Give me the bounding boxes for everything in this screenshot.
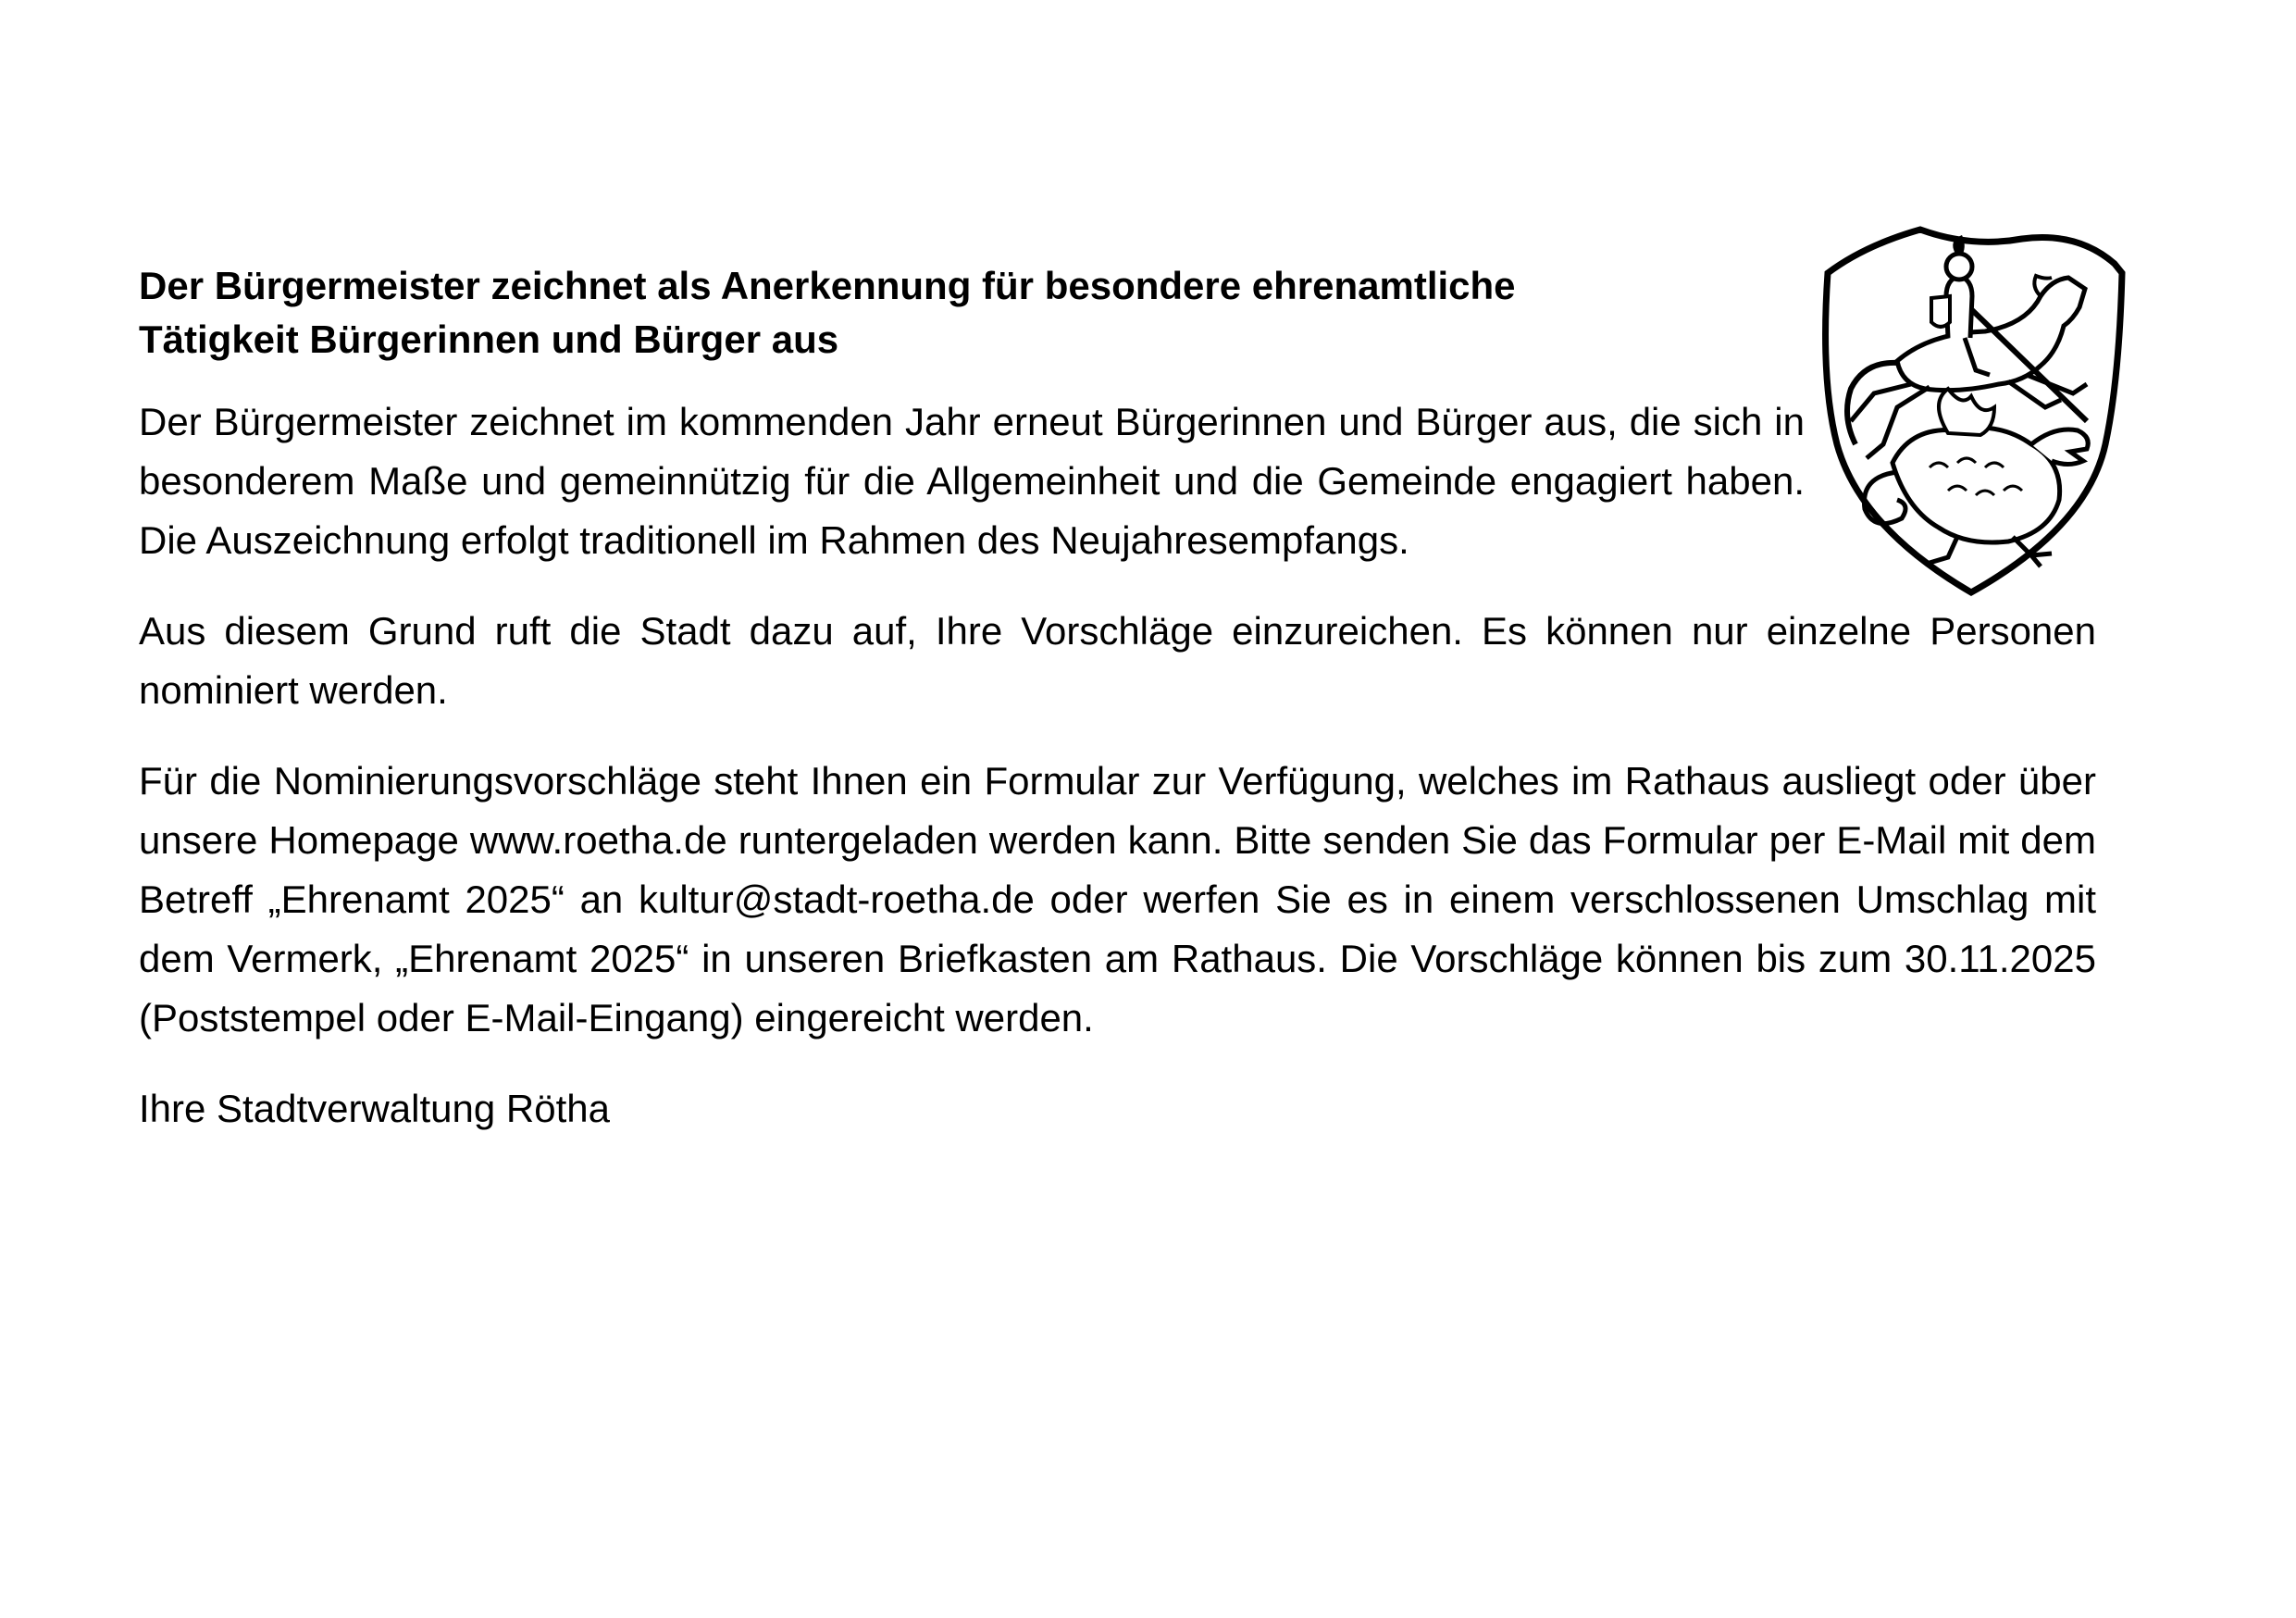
paragraph-submission-details: Für die Nominierungsvorschläge steht Ihnen ein Formular zur Verfügung, welches im Rathaus ausliegt oder über unsere Homepage www.roetha.de runtergeladen werden kann. Bitte senden Sie das Formular per E-Mail mit dem Betreff „Ehrenamt 2025“ an kultur@stadt-roetha.de oder werfen Sie es in einem verschlossenen Umschlag mit dem Vermerk, „Ehrenamt 2025“ in unseren Briefkasten am Rathaus. Die Vorschläge können bis zum 30.11.2025 (Poststempel oder E-Mail-Eingang) eingereicht werden.: [139, 759, 2096, 1039]
signature: Ihre Stadtverwaltung Rötha: [139, 1087, 610, 1130]
headline-line-1: Der Bürgermeister zeichnet als Anerkennung für besondere ehrenamtliche: [139, 264, 1516, 307]
announcement-headline: [139, 259, 1795, 367]
paragraph-call-for-nominations: Aus diesem Grund ruft die Stadt dazu auf, Ihre Vorschläge einzureichen. Es können nur einzelne Personen nominiert werden.: [139, 609, 2096, 712]
announcement: [139, 259, 2096, 1139]
paragraph-intro: Der Bürgermeister zeichnet im kommenden Jahr erneut Bürgerinnen und Bürger aus, die sich in besonderem Maße und gemeinnützig für die Allgemeinheit und die Gemeinde engagiert haben. Die Auszeichnung erfolgt traditionell im Rahmen des Neujahresempfangs.: [139, 400, 1805, 562]
headline-line-2: Tätigkeit Bürgerinnen und Bürger aus: [139, 317, 839, 361]
